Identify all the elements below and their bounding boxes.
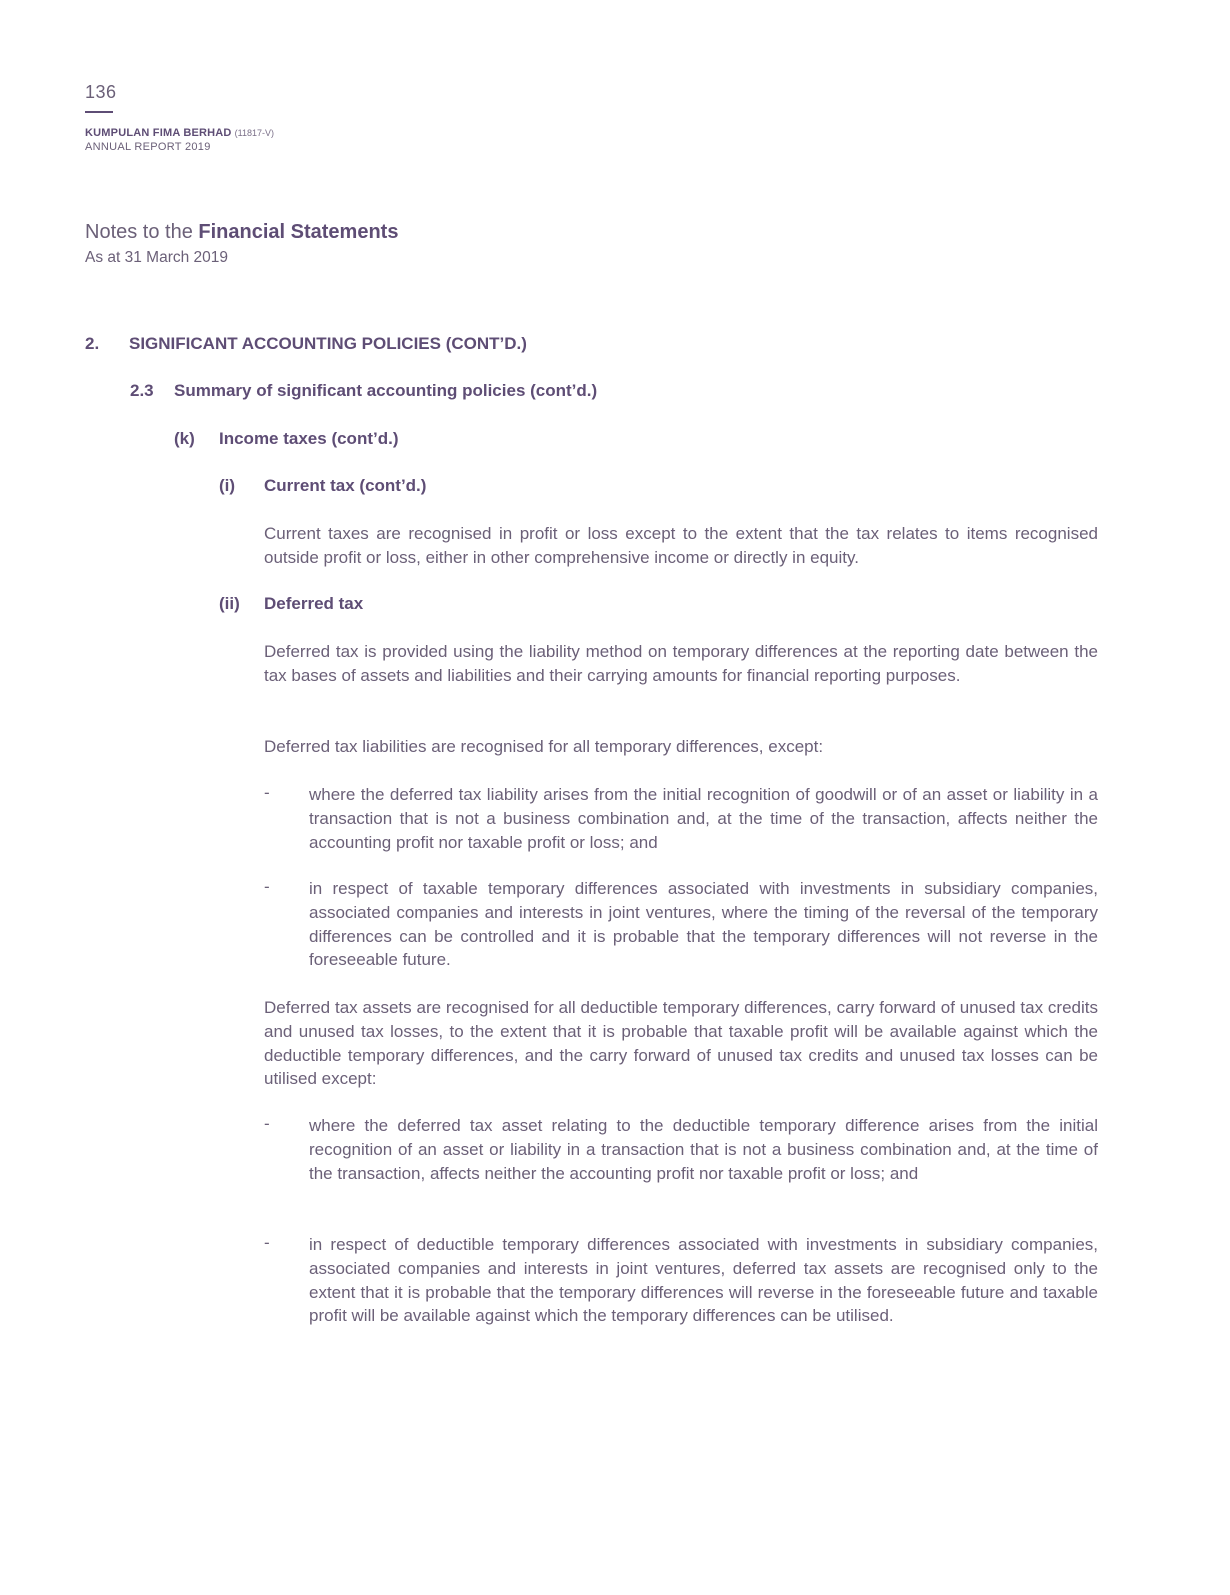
page-title	[85, 221, 398, 244]
asset-bullet-2: in respect of deductible temporary differences associated with investments in subsidiary companies, associated companies and interests in joint ventures, deferred tax assets are recognised only to the extent that it is probable that the temporary differences will reverse in the foreseeable future and taxable profit will be available against which the temporary differences can be utilised.	[309, 1235, 1098, 1326]
item-title: Income taxes (cont’d.)	[219, 429, 399, 448]
report-name: ANNUAL REPORT 2019	[85, 141, 211, 153]
bullet-dash: -	[264, 877, 270, 896]
current-tax-paragraph: Current taxes are recognised in profit or loss except to the extent that the tax relates to items recognised outside profit or loss, either in other comprehensive income or directly in equity.	[264, 524, 1098, 567]
bullet-dash: -	[264, 783, 270, 802]
section-number: 2.	[85, 334, 100, 353]
page-number-rule	[85, 111, 113, 113]
company-name: KUMPULAN FIMA BERHAD	[85, 127, 232, 139]
deferred-tax-title: Deferred tax	[264, 594, 364, 613]
company-block	[85, 126, 274, 154]
current-tax-number: (i)	[219, 476, 236, 495]
deferred-tax-paragraph-3: Deferred tax assets are recognised for all deductible temporary differences, carry forward of unused tax credits and unused tax losses, to the extent that it is probable that taxable profit will be available against which the deductible temporary differences, and the carry forward of unused tax credits and unused tax losses can be utilised except:	[264, 998, 1098, 1089]
bullet-dash: -	[264, 1114, 270, 1133]
deferred-tax-number: (ii)	[219, 594, 240, 613]
bullet-dash: -	[264, 1233, 270, 1252]
page-subtitle: As at 31 March 2019	[85, 249, 229, 266]
current-tax-title: Current tax (cont’d.)	[264, 476, 427, 495]
liability-bullet-1: where the deferred tax liability arises from the initial recognition of goodwill or of an asset or liability in a transaction that is not a business combination and, at the time of the transaction, affects neither the accounting profit nor taxable profit or loss; and	[309, 785, 1098, 852]
page-number: 136	[85, 82, 117, 102]
subsection-title: Summary of significant accounting policies (cont’d.)	[174, 381, 598, 400]
page-title-bold: Financial Statements	[198, 221, 399, 243]
deferred-tax-paragraph-2: Deferred tax liabilities are recognised for all temporary differences, except:	[264, 737, 824, 756]
item-number: (k)	[174, 429, 195, 448]
subsection-number: 2.3	[130, 381, 154, 400]
asset-bullet-1: where the deferred tax asset relating to the deductible temporary difference arises from the initial recognition of an asset or liability in a transaction that is not a business combination and, at the time of the transaction, affects neither the accounting profit nor taxable profit or loss; and	[309, 1116, 1098, 1183]
liability-bullet-2: in respect of taxable temporary differences associated with investments in subsidiary companies, associated companies and interests in joint ventures, where the timing of the reversal of the temporary differences can be controlled and it is probable that the temporary differences will not reverse in the foreseeable future.	[309, 879, 1098, 970]
section-title: SIGNIFICANT ACCOUNTING POLICIES (CONT’D.)	[129, 334, 527, 353]
page-title-prefix: Notes to the	[85, 221, 199, 243]
deferred-tax-paragraph-1: Deferred tax is provided using the liability method on temporary differences at the reporting date between the tax bases of assets and liabilities and their carrying amounts for financial reporting purposes.	[264, 642, 1098, 685]
company-registration: (11817-V)	[234, 128, 275, 138]
